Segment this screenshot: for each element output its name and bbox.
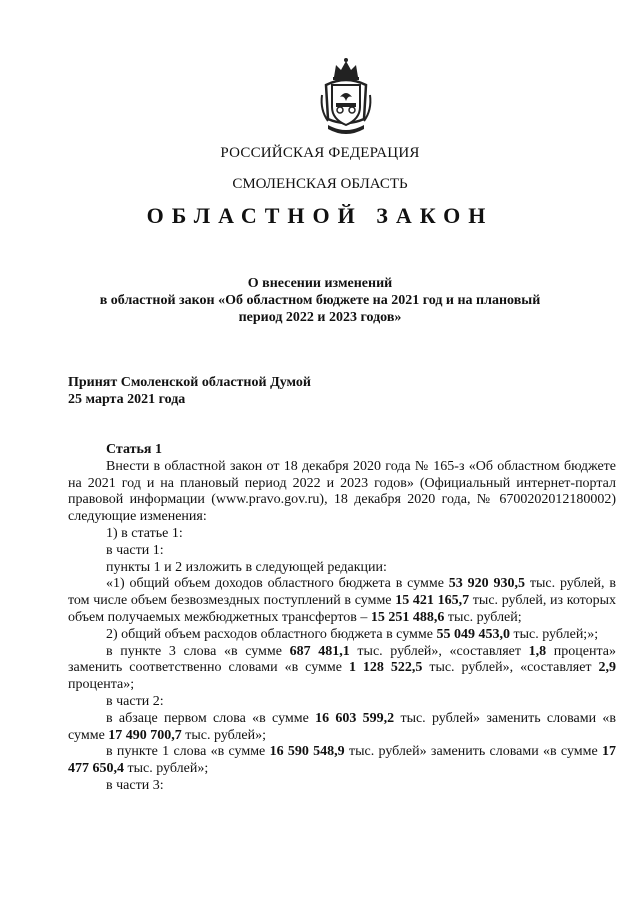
amount: 1 128 522,5 [348, 660, 423, 676]
text: в пункте 1 слова «в сумме [106, 744, 270, 760]
amount: 53 920 930,5 [448, 576, 525, 592]
article-intro: Внести в областной закон от 18 декабря 2020 года № 165-з «Об областном бюджете на 2021 год и на плановый период 2022 и 2023 годов» (Официальный интернет-портал правовой информации (www.pravo.gov.ru), 18 декабря 2020 года, № 6700202012180002) следующие изменения: [68, 458, 616, 525]
paragraph: 1) в статье 1: [106, 525, 183, 541]
amount: 16 603 599,2 [315, 710, 395, 726]
amount: 17 477 650,4 [68, 744, 616, 777]
text: процента» заменить соответственно словами «в сумме [68, 643, 616, 676]
text: в абзаце первом слова «в сумме [106, 710, 316, 726]
text: процента»; [68, 677, 135, 693]
amount: 1,8 [528, 643, 547, 659]
paragraph: пункты 1 и 2 изложить в следующей редакции: [106, 559, 387, 575]
document-type-heading: ОБЛАСТНОЙ ЗАКОН [146, 203, 494, 228]
law-title-line: О внесении изменений [247, 276, 393, 291]
amount: 17 490 700,7 [108, 727, 182, 743]
text: тыс. рублей», «составляет [422, 660, 599, 676]
amount: 55 049 453,0 [436, 626, 510, 642]
text: тыс. рублей, из которых объем получаемых межбюджетных трансфертов – [68, 593, 616, 625]
coat-of-arms-emblem [318, 55, 374, 137]
paragraph: в части 3: [106, 777, 164, 793]
amount: 15 421 165,7 [395, 593, 470, 609]
amount: 2,9 [598, 660, 616, 676]
header-region: СМОЛЕНСКАЯ ОБЛАСТЬ [232, 176, 408, 192]
text: тыс. рублей» заменить словами «в сумме [344, 744, 602, 760]
text: «1) общий объем доходов областного бюджета в сумме [106, 576, 449, 592]
paragraph-deficit [68, 644, 616, 694]
text: тыс. рублей;»; [509, 626, 599, 642]
amount: 15 251 488,6 [370, 609, 445, 625]
text: тыс. рублей», «составляет [349, 643, 529, 659]
text: тыс. рублей, в том числе объем безвозмездных поступлений в сумме [68, 576, 616, 609]
paragraph-first-abzats [68, 711, 616, 745]
paragraph: в части 1: [106, 542, 164, 558]
adoption-date: 25 марта 2021 года [68, 392, 186, 407]
paragraph-revenue [68, 576, 616, 626]
text: в пункте 3 слова «в сумме [106, 643, 290, 659]
paragraph-expenses [68, 627, 616, 644]
law-title-line: период 2022 и 2023 годов» [238, 310, 402, 325]
amount: 687 481,1 [289, 643, 350, 659]
law-body [68, 442, 616, 795]
paragraph-point-1 [68, 744, 616, 778]
amount: 16 590 548,9 [269, 744, 345, 760]
text: тыс. рублей»; [181, 727, 267, 743]
adoption-line: Принят Смоленской областной Думой [68, 375, 311, 390]
text: тыс. рублей» заменить словами «в сумме [68, 710, 616, 743]
paragraph: в части 2: [106, 693, 164, 709]
adoption-info [68, 374, 311, 408]
text: 2) общий объем расходов областного бюджета в сумме [106, 626, 437, 642]
law-title [0, 275, 640, 326]
text: тыс. рублей»; [124, 761, 209, 777]
article-heading: Статья 1 [106, 442, 162, 457]
header-federation: РОССИЙСКАЯ ФЕДЕРАЦИЯ [220, 145, 420, 161]
law-title-line: в областной закон «Об областном бюджете на 2021 год и на плановый [99, 293, 541, 308]
text: тыс. рублей; [444, 609, 522, 625]
